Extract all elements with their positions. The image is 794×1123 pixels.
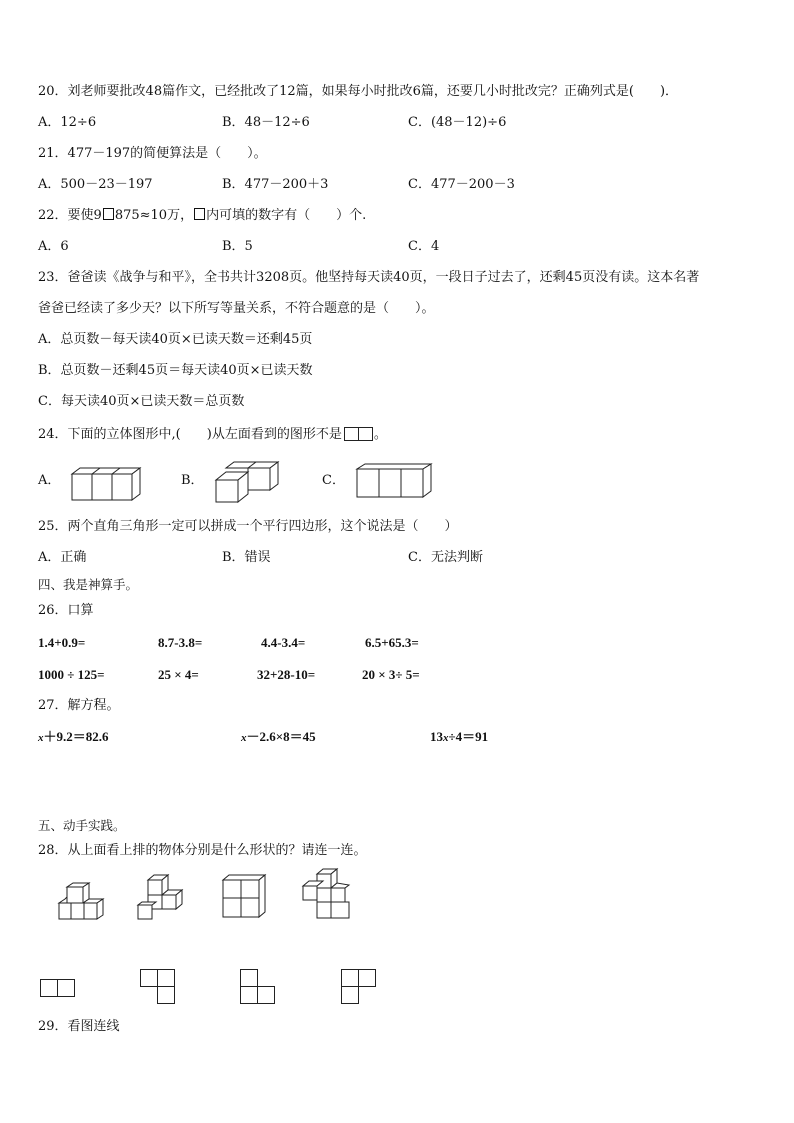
q26-item: 8.7-3.8= xyxy=(158,635,203,650)
q28-stem: 28．从上面看上排的物体分别是什么形状的？请连一连。 xyxy=(38,843,367,858)
q28-view-3-squares xyxy=(240,969,276,1005)
q25-option-c: C．无法判断 xyxy=(408,550,483,565)
q24-figure-b-cubes xyxy=(212,460,286,506)
q24-label-c: C． xyxy=(322,473,345,488)
q24-stem-text: 24．下面的立体图形中,( )从左面看到的图形不是 xyxy=(38,427,342,442)
q27-eq3-post: ÷4＝91 xyxy=(448,729,489,744)
q23-stem-line1: 23．爸爸读《战争与和平》，全书共计3208页。他坚持每天读40页，一段日子过去了，还剩45页没有读。这本名著 xyxy=(38,270,700,285)
q26-item: 1.4+0.9= xyxy=(38,635,86,650)
q22-option-b: B．5 xyxy=(222,239,253,254)
q27-equation-2 xyxy=(241,728,316,747)
blank-box-icon xyxy=(103,208,114,220)
q21-option-c: C．477－200－3 xyxy=(408,177,515,192)
variable-x: x xyxy=(38,732,44,744)
q22-stem-part2: 875≈10万， xyxy=(114,208,194,223)
variable-x: x xyxy=(443,732,449,744)
q24-figure-c-cubes xyxy=(355,463,435,499)
q25-stem: 25．两个直角三角形一定可以拼成一个平行四边形，这个说法是（ ） xyxy=(38,519,458,534)
q27-eq3-pre: 13 xyxy=(430,729,443,744)
q26-item: 32+28-10= xyxy=(257,667,316,682)
q24-stem xyxy=(38,426,387,444)
q21-option-b: B．477－200＋3 xyxy=(222,177,329,192)
q27-title: 27．解方程。 xyxy=(38,698,120,713)
q27-eq2-text: －2.6×8＝45 xyxy=(246,729,316,744)
q28-figure-4-cubes xyxy=(299,866,355,922)
q26-item: 4.4-3.4= xyxy=(261,635,306,650)
q23-option-b: B．总页数－还剩45页＝每天读40页×已读天数 xyxy=(38,363,313,378)
q23-stem-line2: 爸爸已经读了多少天？以下所写等量关系，不符合题意的是（ ）。 xyxy=(38,301,435,316)
q20-option-b: B．48－12÷6 xyxy=(222,115,310,130)
q24-figure-a-cubes xyxy=(68,466,150,502)
q29-stem: 29．看图连线 xyxy=(38,1019,120,1034)
q26-item: 1000 ÷ 125= xyxy=(38,667,105,682)
q28-figure-1-cubes xyxy=(55,883,105,921)
q24-label-b: B． xyxy=(181,473,204,488)
q27-equation-1 xyxy=(38,728,109,747)
q24-stem-end: 。 xyxy=(373,427,387,442)
q27-eq1-text: ＋9.2＝82.6 xyxy=(43,729,109,744)
section-five-title: 五、动手实践。 xyxy=(38,818,126,833)
q23-option-c: C．每天读40页×已读天数＝总页数 xyxy=(38,394,245,409)
q28-view-2-squares xyxy=(140,969,176,1005)
q26-item: 20 × 3÷ 5= xyxy=(362,667,420,682)
q28-view-4-squares xyxy=(341,969,377,1005)
q22-stem-part1: 22．要使9 xyxy=(38,208,102,223)
q22-stem-part3: 内可填的数字有（ ）个. xyxy=(206,208,367,223)
q22-option-a: A．6 xyxy=(38,239,69,254)
two-squares-icon xyxy=(344,427,374,441)
q26-item: 6.5+65.3= xyxy=(365,635,419,650)
q26-title: 26．口算 xyxy=(38,603,94,618)
q21-option-a: A．500－23－197 xyxy=(38,177,153,192)
q23-option-a: A．总页数－每天读40页×已读天数＝还剩45页 xyxy=(38,332,313,347)
q21-stem: 21．477－197的简便算法是（ ）。 xyxy=(38,146,267,161)
q27-equation-3 xyxy=(430,728,488,747)
section-four-title: 四、我是神算手。 xyxy=(38,577,139,592)
q22-stem xyxy=(38,207,366,225)
q25-option-b: B．错误 xyxy=(222,550,271,565)
q28-figure-2-cubes xyxy=(136,872,188,922)
variable-x: x xyxy=(241,732,247,744)
q20-option-a: A．12÷6 xyxy=(38,115,97,130)
q20-stem: 20．刘老师要批改48篇作文，已经批改了12篇，如果每小时批改6篇，还要几小时批改完？正确列式是( )． xyxy=(38,84,679,99)
q25-option-a: A．正确 xyxy=(38,550,87,565)
q20-option-c: C．(48－12)÷6 xyxy=(408,115,507,130)
blank-box-icon xyxy=(194,208,205,220)
q22-option-c: C．4 xyxy=(408,239,440,254)
q28-figure-3-cubes xyxy=(219,874,271,920)
q24-label-a: A． xyxy=(38,473,61,488)
q26-item: 25 × 4= xyxy=(158,667,199,682)
q28-view-1-two-squares xyxy=(40,979,76,999)
